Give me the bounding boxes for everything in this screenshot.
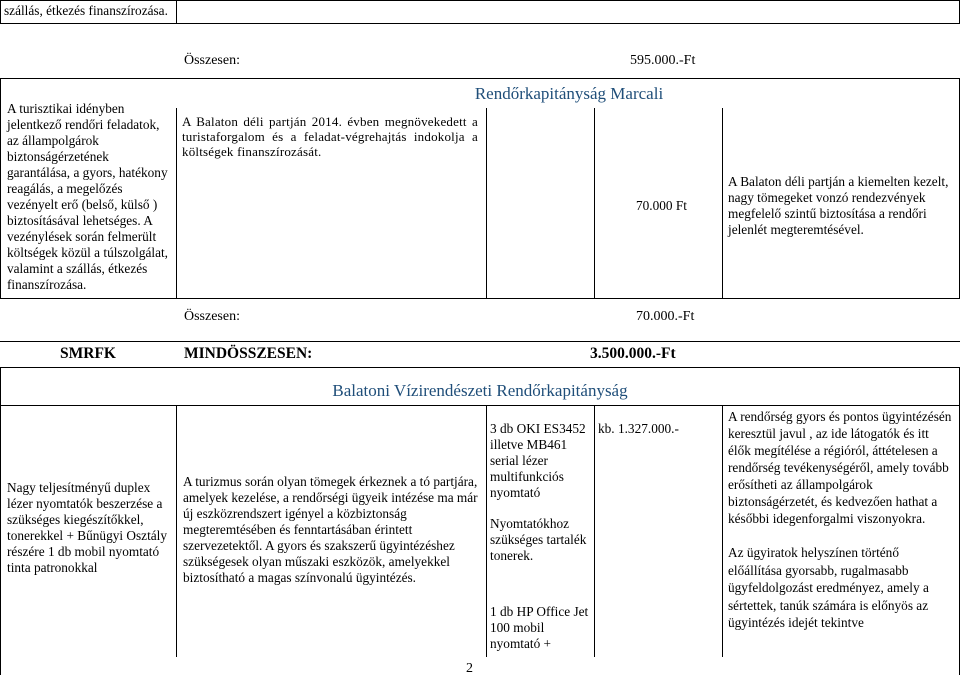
top-row-text: szállás, étkezés finanszírozása. <box>4 3 168 18</box>
table-border <box>0 23 960 24</box>
total-label: Összesen: <box>184 309 240 324</box>
table-border <box>0 78 960 79</box>
table-border <box>0 405 960 406</box>
table-border <box>722 108 723 298</box>
marcali-amount: 70.000 Ft <box>636 198 687 213</box>
table-border <box>176 108 177 298</box>
total-label: Összesen: <box>184 53 240 68</box>
table-border <box>176 0 177 24</box>
vizi-items-1: 3 db OKI ES3452 illetve MB461 serial lézer multifunkciós nyomtató <box>490 421 586 500</box>
total-value: 70.000.-Ft <box>636 309 695 324</box>
table-border <box>0 367 1 675</box>
vizi-effect-1: A rendőrség gyors és pontos ügyintézésén keresztül javul , az ide látogatók és itt élők megítélése a régióról, áttételesen a rendőrség tevékenységéről, amely tovább erősítheti az állampolgárok biztonságérzetét, és kedvezően hathat a későbbi idegenforgalmi viszonyokra. <box>728 409 952 526</box>
table-border <box>0 0 1 24</box>
vizi-description: A turizmus során olyan tömegek érkeznek a tó partjára, amelyek kezelése, a rendőrségi ügyeik intézése ma már új eszközrendszert igényel a közbiztonság megteremtésében és fenntartásában érintett szervezetektől. A gyors és szakszerű ügyintézéshez szükségesek olyan műszaki eszközök, amelyekkel biztosítható a magas színvonalú ügyintézés. <box>183 474 478 585</box>
smrfk-org: SMRFK <box>60 345 116 362</box>
table-border <box>486 405 487 657</box>
vizi-items-3: 1 db HP Office Jet 100 mobil nyomtató + <box>490 604 589 651</box>
table-border <box>0 0 960 1</box>
vizi-reason: Nagy teljesítményű duplex lézer nyomtatók beszerzése a szükséges kiegészítőkkel, tonerekkel + Bűnügyi Osztály részére 1 db mobil nyomtató tinta patronokkal <box>7 480 168 575</box>
table-border <box>0 298 960 299</box>
vizi-effect-2: Az ügyiratok helyszínen történő előállítása gyorsabb, rugalmasabb ügyfeldolgozást eredményez, amely a sértettek, tanúk számára is előnyös az ügyintézés idejét tekintve <box>728 545 929 630</box>
marcali-effect: A Balaton déli partján a kiemelten kezelt, nagy tömegeket vonzó rendezvények megfelelő szintű biztosítása a rendőri jelenlét megteremtésével. <box>728 174 949 237</box>
table-border <box>0 367 960 368</box>
vizi-amount: kb. 1.327.000.- <box>598 421 679 436</box>
grand-total-label: MINDÖSSZESEN: <box>184 345 313 362</box>
total-value: 595.000.-Ft <box>630 53 696 68</box>
table-border <box>486 108 487 298</box>
table-border <box>594 405 595 657</box>
grand-total-value: 3.500.000.-Ft <box>590 345 676 362</box>
vizi-items-2: Nyomtatókhoz szükséges tartalék tonerek. <box>490 516 587 563</box>
section-title-marcali: Rendőrkapitányság Marcali <box>474 84 664 103</box>
table-border <box>722 405 723 657</box>
table-border <box>594 108 595 298</box>
table-border <box>176 405 177 657</box>
table-border <box>0 78 1 298</box>
section-title-vizi: Balatoni Vízirendészeti Rendőrkapitányság <box>332 381 628 400</box>
table-border <box>0 341 960 342</box>
page-number: 2 <box>466 661 473 676</box>
marcali-reason: A turisztikai idényben jelentkező rendőri feladatok, az állampolgárok biztonságérzetének garantálása, a gyors, hatékony reagálás, a megelőzés vezényelt erő (belső, külső ) biztosításával lehetséges. A vezénylések során felmerült költségek közül a túlszolgálat, valamint a szállás, étkezés finanszírozása. <box>7 101 168 292</box>
marcali-description: A Balaton déli partján 2014. évben megnövekedett a turistaforgalom és a feladat-végrehajtás indokolja a költségek finanszírozását. <box>182 114 478 159</box>
